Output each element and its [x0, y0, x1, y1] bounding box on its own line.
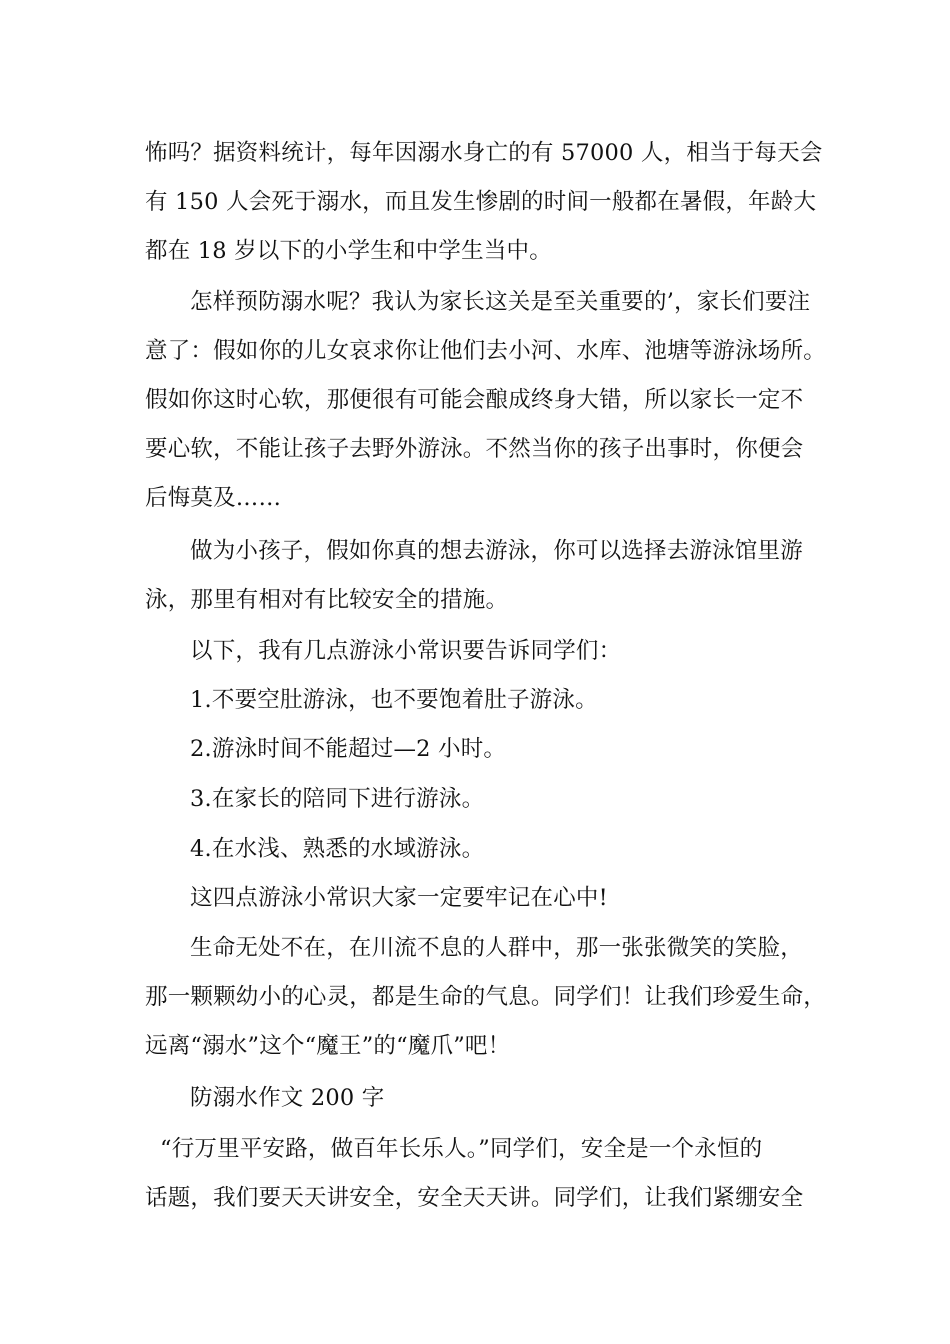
paragraph-line-21: “行万里平安路，做百年长乐人。”同学们，安全是一个永恒的: [160, 1136, 763, 1162]
paragraph-line-22: 话题，我们要天天讲安全，安全天天讲。同学们，让我们紧绷安全: [145, 1185, 804, 1211]
paragraph-line-10: 泳，那里有相对有比较安全的措施。: [145, 587, 509, 613]
paragraph-line-3: 都在 18 岁以下的小学生和中学生当中。: [145, 238, 552, 264]
section-heading: 防溺水作文 200 字: [190, 1085, 385, 1111]
paragraph-line-1: 怖吗？据资料统计，每年因溺水身亡的有 57000 人，相当于每天会: [145, 140, 823, 166]
paragraph-line-17: 生命无处不在，在川流不息的人群中，那一张张微笑的笑脸，: [190, 935, 803, 961]
list-item-1: 1.不要空肚游泳，也不要饱着肚子游泳。: [190, 687, 598, 713]
paragraph-line-2: 有 150 人会死于溺水，而且发生惨剧的时间一般都在暑假，年龄大: [145, 189, 817, 215]
paragraph-line-7: 要心软，不能让孩子去野外游泳。不然当你的孩子出事时，你便会: [145, 436, 804, 462]
paragraph-line-16: 这四点游泳小常识大家一定要牢记在心中!: [190, 885, 608, 911]
paragraph-line-6: 假如你这时心软，那便很有可能会酿成终身大错，所以家长一定不: [145, 387, 804, 413]
list-item-4: 4.在水浅、熟悉的水域游泳。: [190, 836, 485, 862]
list-item-3: 3.在家长的陪同下进行游泳。: [190, 786, 485, 812]
paragraph-line-9: 做为小孩子，假如你真的想去游泳，你可以选择去游泳馆里游: [190, 538, 803, 564]
list-item-2: 2.游泳时间不能超过—2 小时。: [190, 736, 507, 762]
paragraph-line-5: 意了：假如你的儿女哀求你让他们去小河、水库、池塘等游泳场所。: [145, 338, 827, 364]
paragraph-line-18: 那一颗颗幼小的心灵，都是生命的气息。同学们！让我们珍爱生命，: [145, 984, 827, 1010]
paragraph-line-11: 以下，我有几点游泳小常识要告诉同学们：: [190, 638, 622, 664]
paragraph-line-4: 怎样预防溺水呢？我认为家长这关是至关重要的’，家长们要注: [190, 289, 811, 315]
paragraph-line-8: 后悔莫及……: [145, 485, 282, 511]
paragraph-line-19: 远离“溺水”这个“魔王”的“魔爪”吧！: [145, 1033, 511, 1059]
